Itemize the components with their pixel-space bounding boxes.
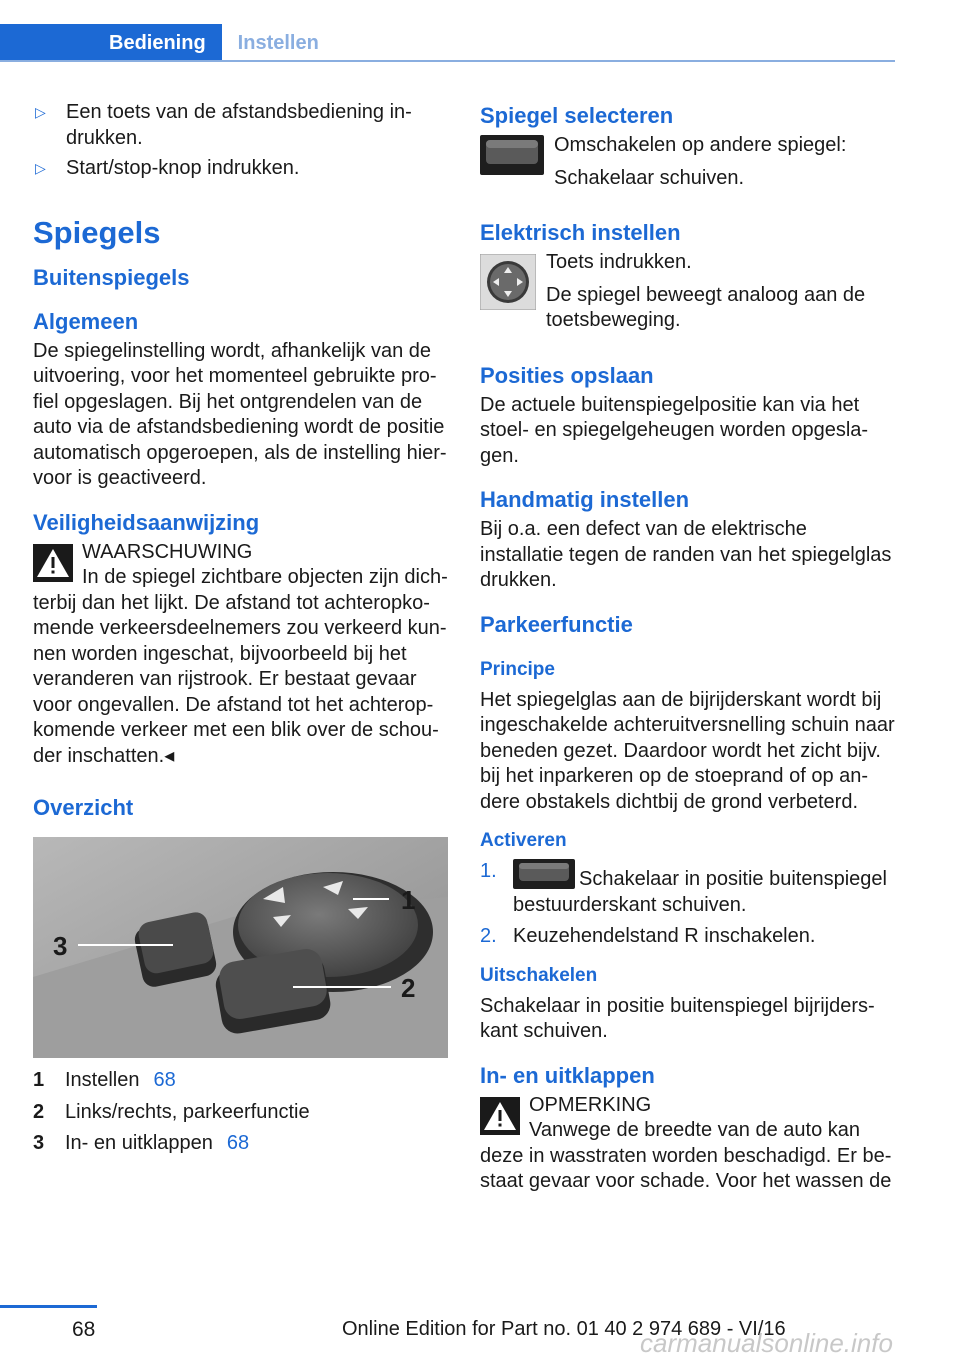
bullet-triangle-icon: ▷ [35,104,46,120]
heading-select-mirror: Spiegel selecteren [480,103,674,128]
mirror-switch-icon [513,859,575,889]
select-mirror-block: Omschakelen op andere spiegel: Schakelaar schuiven. [480,133,895,198]
photo-label-2: 2 [401,973,416,1003]
mirror-adjust-pad-icon [480,254,536,310]
list-item: 2. Keuzehendelstand R inschakelen. [480,925,816,947]
header-tabs [0,24,335,62]
legend-item: 3 In- en uitklappen 68 [33,1131,448,1157]
bullet-list [33,100,448,182]
legend-list [33,1068,448,1157]
warning-block [33,540,448,770]
note-text: Vanwege de breedte van de auto kan deze in wasstraten worden beschadigd. Er be-staat gevaar voor schade. Voor het wassen de [480,1119,892,1192]
page-number: 68 [72,1318,96,1341]
photo-label-1: 1 [401,885,416,915]
list-item: 1. Schakelaar in positie buitenspiegel bestuurderskant schuiven. [480,860,887,916]
heading-fold: In- en uitklappen [480,1062,655,1088]
page-ref-link[interactable]: 68 [226,1132,250,1154]
legend-item: 1 Instellen 68 [33,1068,448,1094]
list-item: ▷ Start/stop-knop indrukken. [33,156,448,182]
note-label: OPMERKING [529,1093,652,1116]
tab-instellen[interactable]: Instellen [237,31,319,54]
warning-label: WAARSCHUWING [82,540,253,563]
heading-safety: Veiligheidsaanwijzing [33,509,260,535]
heading-overview: Overzicht [33,795,134,820]
page-ref-link[interactable]: 68 [153,1069,176,1091]
activate-steps [480,859,895,950]
heading-algemeen: Algemeen [33,308,139,334]
heading-park: Parkeerfunctie [480,611,633,637]
mirror-switch-icon [480,135,544,175]
subsection-title: Buitenspiegels [33,264,190,290]
paragraph-algemeen: De spiegelinstelling wordt, afhankelijk van de uitvoering, voor het momenteel gebruikte pro-fiel opgeslagen. Bij het ontgrendelen van de auto via de afstandsbediening wordt de positie automatisch opgeroepen, als de instelling hier-voor is geactiveerd. [33,339,447,489]
heading-positions: Posities opslaan [480,362,654,388]
heading-deactivate: Uitschakelen [480,964,598,986]
header-rule [0,60,895,62]
paragraph-deactivate: Schakelaar in positie buitenspiegel bijrijders-kant schuiven. [480,994,875,1042]
note-block [480,1093,895,1195]
edition-text: Online Edition for Part no. 01 40 2 974 689 - VI/16 [342,1318,786,1340]
photo-label-3: 3 [53,931,68,961]
paragraph-manual: Bij o.a. een defect van de elektrische installatie tegen de randen van het spiegelglas drukken. [480,518,892,591]
heading-electric: Elektrisch instellen [480,220,681,245]
bullet-triangle-icon: ▷ [35,160,46,176]
paragraph-positions: De actuele buitenspiegelpositie kan via het stoel- en spiegelgeheugen worden opgesla-gen. [480,393,869,467]
legend-item: 2 Links/rechts, parkeerfunctie [33,1100,310,1123]
section-title: Spiegels [33,214,161,250]
footer-rule [0,1305,97,1308]
electric-block: Toets indrukken. De spiegel beweegt analoog aan de toetsbeweging. [480,250,895,341]
warning-triangle-icon [33,544,73,582]
right-column [480,100,895,1195]
left-column [33,100,448,1163]
heading-manual: Handmatig instellen [480,487,690,512]
tab-bediening[interactable]: Bediening [0,24,222,62]
heading-principle: Principe [480,658,555,680]
heading-activate: Activeren [480,830,567,851]
warning-triangle-icon [480,1097,520,1135]
mirror-controls-photo [33,837,448,1058]
watermark: carmanualsonline.info [640,1328,893,1358]
list-item: ▷ Een toets van de afstandsbediening in-drukken. [35,101,412,149]
warning-text: In de spiegel zichtbare objecten zijn dich- terbij dan het lijkt. De afstand tot achteropko-mende verkeersdeelnemers zou verkeerd kun-nen worden ingeschat, bijvoorbeeld bij het veranderen van rijstrook. Er bestaat gevaar voor ongevallen. De afstand tot het achterop-komende verkeer met een blik over de schou-der inschatten.◂ [33,566,448,767]
paragraph-principle: Het spiegelglas aan de bijrijderskant wordt bij ingeschakelde achteruitversnelling schuin naar beneden gezet. Daardoor wordt het zicht bijv. bij het inparkeren op de stoeprand of op an-dere obstakels dichtbij de grond verbeterd. [480,688,895,813]
